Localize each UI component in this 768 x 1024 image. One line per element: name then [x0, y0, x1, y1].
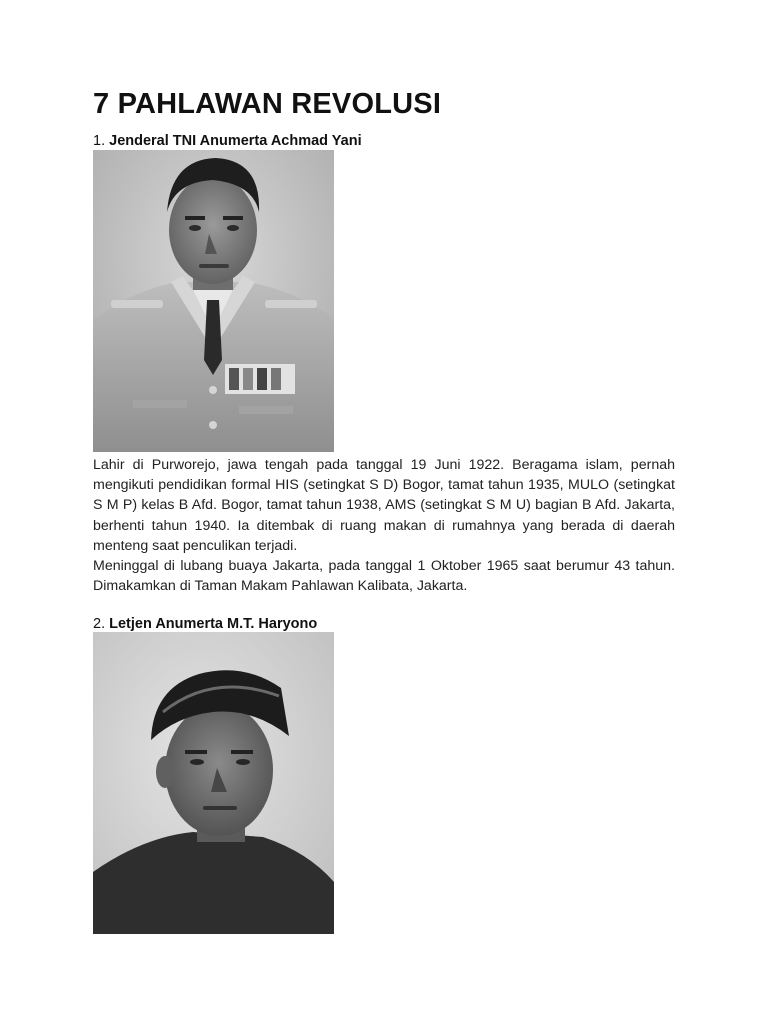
section-heading-2 [93, 616, 317, 632]
section-name: Letjen Anumerta M.T. Haryono [109, 616, 318, 632]
section-number: 2. [93, 616, 106, 632]
biography-paragraph: Lahir di Purworejo, jawa tengah pada tanggal 19 Juni 1922. Beragama islam, pernah mengikuti pendidikan formal HIS (setingkat S D) Bogor, tamat tahun 1935, MULO (setingkat S M P) kelas B Afd. Bogor, tamat tahun 1938, AMS (setingkat S M U) bagian B Afd. Jakarta, berhenti tahun 1940. Ia ditembak di ruang makan di rumahnya yang berada di daerah menteng saat penculikan terjadi. [93, 457, 675, 554]
section-1-biography [93, 455, 675, 596]
section-name: Jenderal TNI Anumerta Achmad Yani [109, 133, 362, 149]
biography-paragraph: Meninggal di lubang buaya Jakarta, pada tanggal 1 Oktober 1965 saat berumur 43 tahun. Dimakamkan di Taman Makam Pahlawan Kalibata, Jakarta. [93, 558, 675, 595]
document-title: 7 PAHLAWAN REVOLUSI [93, 88, 442, 120]
portrait-photo-icon [93, 150, 334, 452]
portrait-photo-2 [93, 632, 334, 934]
portrait-photo-icon [93, 632, 334, 934]
section-number: 1. [93, 133, 106, 149]
portrait-photo-1 [93, 150, 334, 452]
section-heading-1 [93, 133, 362, 149]
